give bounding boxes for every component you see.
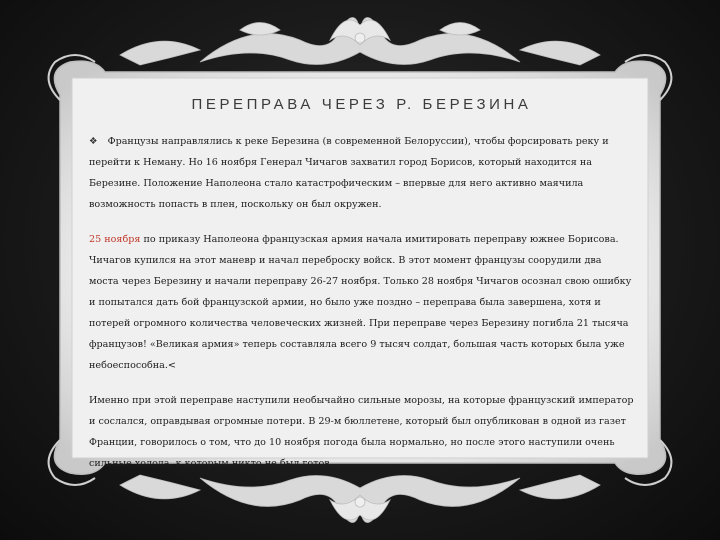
paragraph-1-text: Французы направлялись к реке Березина (в современной Белоруссии), чтобы форсировать реку и перейти к Неману. Но 16 ноября Генерал Чичагов захватил город Борисов, который находится на Березине. Положение Наполеона стало катастрофическим – впервые для него активно маячила возможность попасть в плен, поскольку он был окружен. — [89, 136, 609, 210]
paragraph-2-text: по приказу Наполеона французская армия начала имитировать переправу южнее Борисова. Чичагов купился на этот маневр и начал переброску войск. В этот момент французы соорудили два моста через Березину и начали переправу 26-27 ноября. Только 28 ноября Чичагов осознал свою ошибку и попытался дать бой французской армии, но было уже поздно – переправа была завершена, хотя и потерей огромного количества человеческих жизней. При переправе через Березину погибла 21 тысяча французов! «Великая армия» теперь составляла всего 9 тысяч солдат, большая часть которых была уже небоеспособна.< — [89, 234, 632, 371]
paragraph-2 — [89, 229, 634, 376]
top-ornament — [120, 18, 600, 66]
paragraph-1 — [89, 131, 634, 215]
paragraph-3: Именно при этой переправе наступили необычайно сильные морозы, на которые французский император и сослался, оправдывая огромные потери. В 29-м бюллетене, который был опубликован в одной из газет Франции, говорилось о том, что до 10 ноября погода была нормально, но после этого наступили очень сильные холода, к которым никто не был готов. — [89, 395, 634, 469]
slide-content — [89, 90, 634, 490]
slide-title: ПЕРЕПРАВА ЧЕРЕЗ Р. БЕРЕЗИНА — [191, 96, 532, 113]
diamond-bullet-icon: ❖ — [89, 136, 98, 147]
paragraph-2-date: 25 ноября — [89, 234, 141, 245]
